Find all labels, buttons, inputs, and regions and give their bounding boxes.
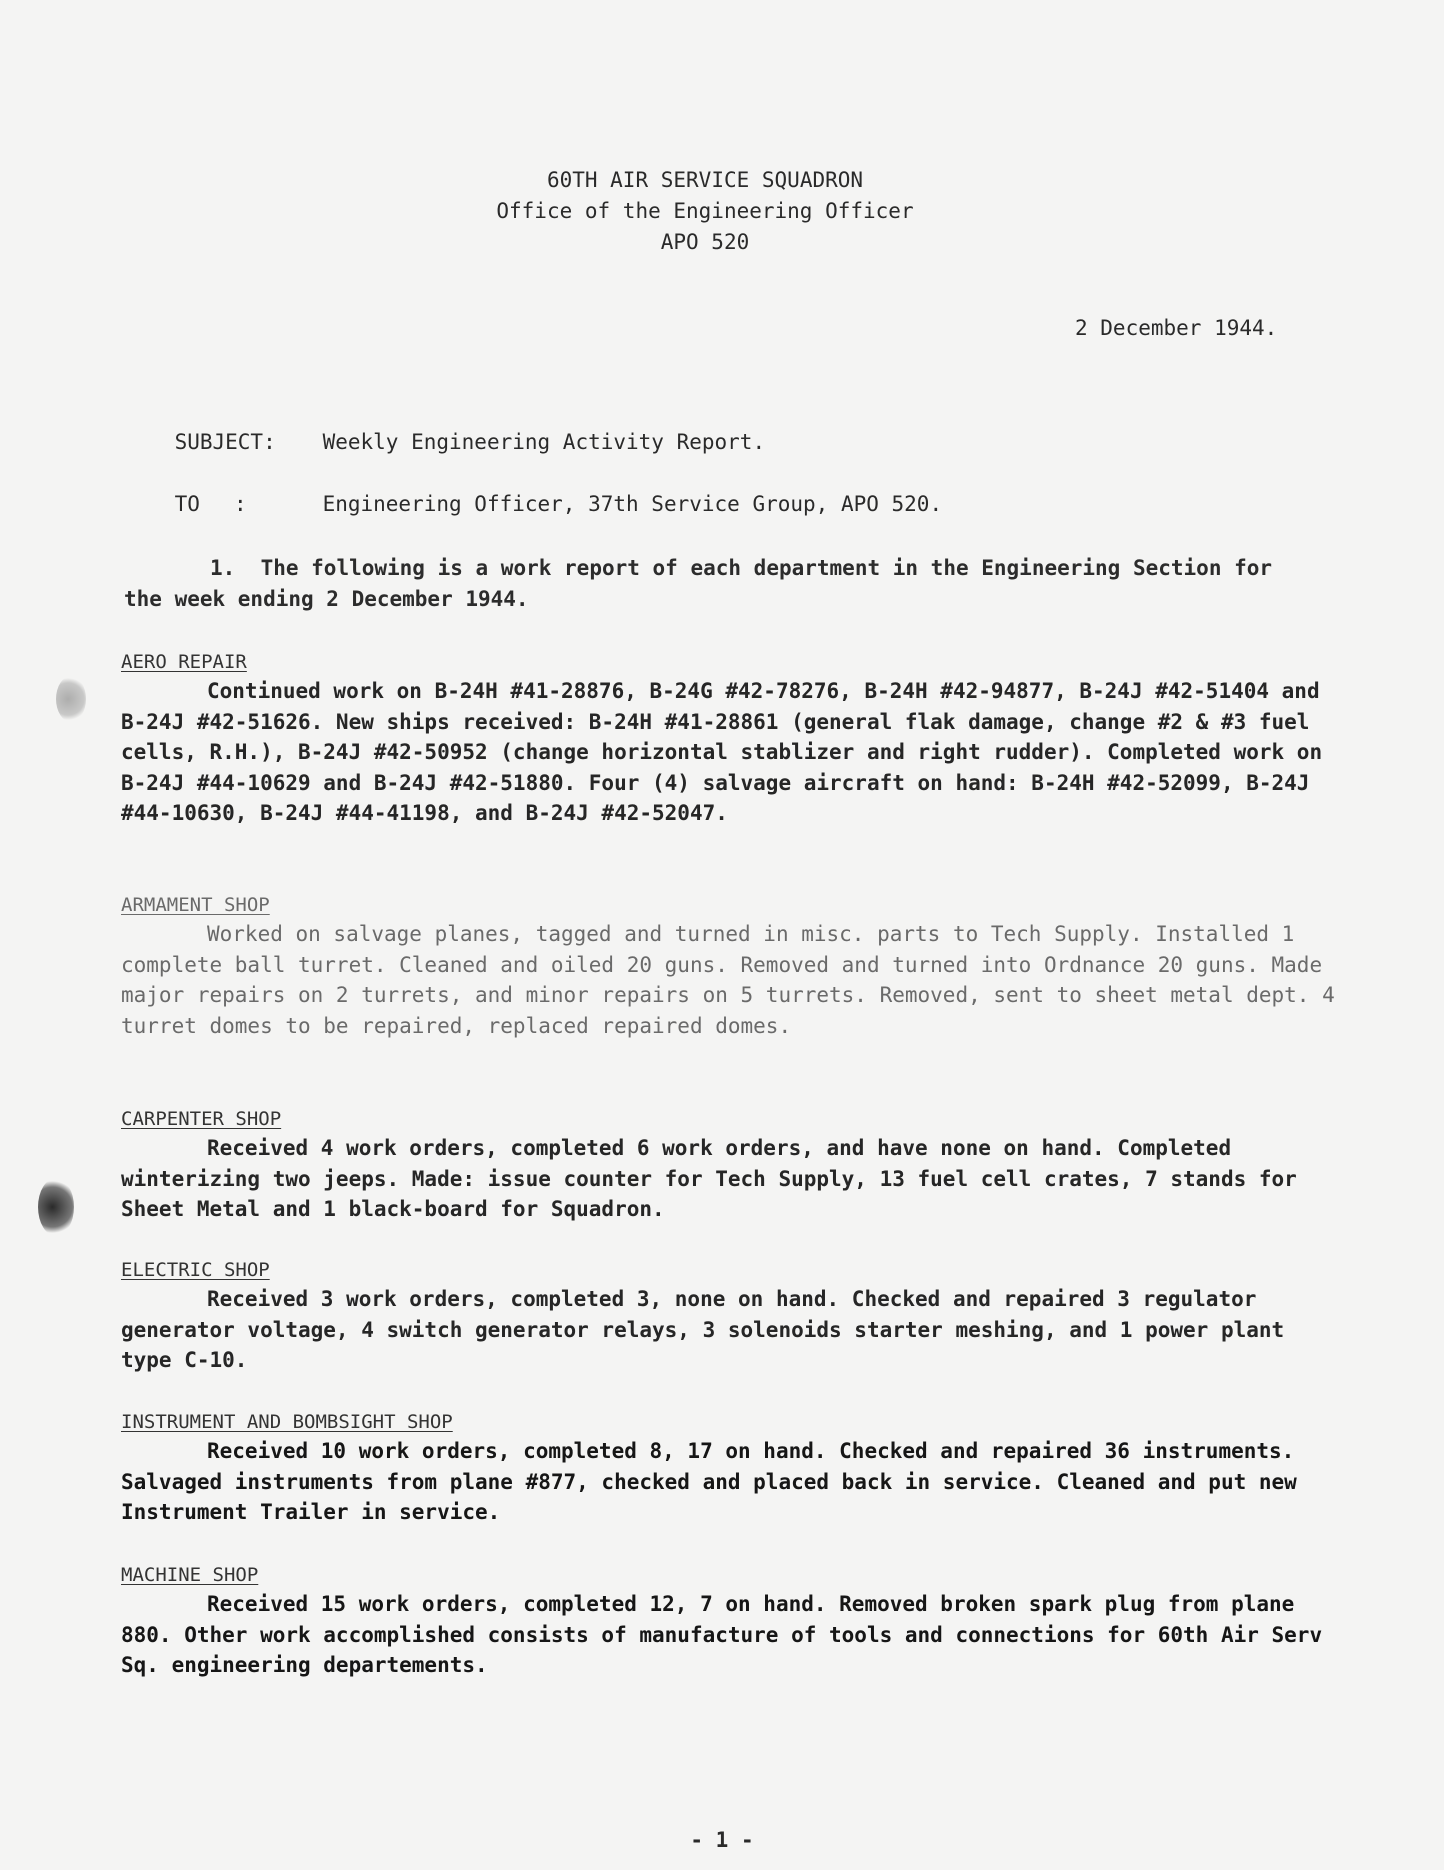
intro-number: 1. [210,556,236,580]
section-armament-shop [121,891,1341,1041]
section-aero-repair [121,648,1341,829]
binder-hole-middle [38,1178,74,1236]
to-label-group [175,492,323,516]
document-date: 2 December 1944. [1075,316,1278,340]
section-body: Received 4 work orders, completed 6 work orders, and have none on hand. Completed winterizing two jeeps. Made: issue counter for Tech Supply, 13 fuel cell crates, 7 stands for Sheet Metal and 1 black-board for Squadron. [121,1136,1297,1221]
office-name: Office of the Engineering Officer [496,199,914,223]
unit-name: 60TH AIR SERVICE SQUADRON [546,168,864,192]
section-body: Received 15 work orders, completed 12, 7 on hand. Removed broken spark plug from plane 880. Other work accomplished consists of manufacture of tools and connections for 60th Air Serv Sq. engineering departements. [121,1592,1323,1677]
subject-text: Weekly Engineering Activity Report. [322,430,766,454]
section-body: Received 10 work orders, completed 8, 17 on hand. Checked and repaired 36 instruments. Salvaged instruments from plane #877, checked and placed back in service. Cleaned and put new Instrument Trailer in service. [121,1439,1297,1524]
to-text: Engineering Officer, 37th Service Group, APO 520. [322,492,943,516]
apo-number: APO 520 [660,230,750,254]
section-heading: AERO REPAIR [121,651,247,673]
section-body: Worked on salvage planes, tagged and turned in misc. parts to Tech Supply. Installed 1 complete ball turret. Cleaned and oiled 20 guns. Removed and turned into Ordnance 20 guns. Made major repairs on 2 turrets, and minor repairs on 5 turrets. Removed, sent to sheet metal dept. 4 turret domes to be repaired, replaced repaired domes. [121,922,1335,1038]
section-heading: INSTRUMENT AND BOMBSIGHT SHOP [121,1411,453,1433]
section-carpenter-shop [121,1105,1341,1225]
binder-hole-top [56,676,86,722]
intro-paragraph [124,553,1304,615]
subject-label: SUBJECT: [174,430,276,454]
to-line [124,468,942,540]
section-body: Continued work on B-24H #41-28876, B-24G #42-78276, B-24H #42-94877, B-24J #42-51404 and B-24J #42-51626. New ships received: B-24H #41-28861 (general flak damage, change #2 & #3 fuel cells, R.H.), B-24J #42-50952 (change horizontal stablizer and right rudder). Completed work on B-24J #44-10629 and B-24J #42-51880. Four (4) salvage aircraft on hand: B-24H #42-52099, B-24J #44-10630, B-24J #44-41198, and B-24J #42-52047. [121,679,1323,825]
page-number: - 1 - [690,1828,754,1852]
to-label: TO [174,492,200,516]
section-body: Received 3 work orders, completed 3, none on hand. Checked and repaired 3 regulator generator voltage, 4 switch generator relays, 3 solenoids starter meshing, and 1 power plant type C-10. [121,1287,1285,1372]
section-heading: ARMAMENT SHOP [121,894,270,916]
section-machine-shop [121,1561,1341,1681]
intro-text: The following is a work report of each department in the Engineering Section for the week ending 2 December 1944. [124,556,1273,611]
section-electric-shop [121,1256,1341,1376]
section-heading: ELECTRIC SHOP [121,1259,270,1281]
letterhead [0,165,1410,258]
to-separator: : [234,492,247,516]
section-heading: CARPENTER SHOP [121,1108,282,1130]
section-heading: MACHINE SHOP [121,1564,259,1586]
section-instrument-bombsight-shop [121,1408,1341,1528]
